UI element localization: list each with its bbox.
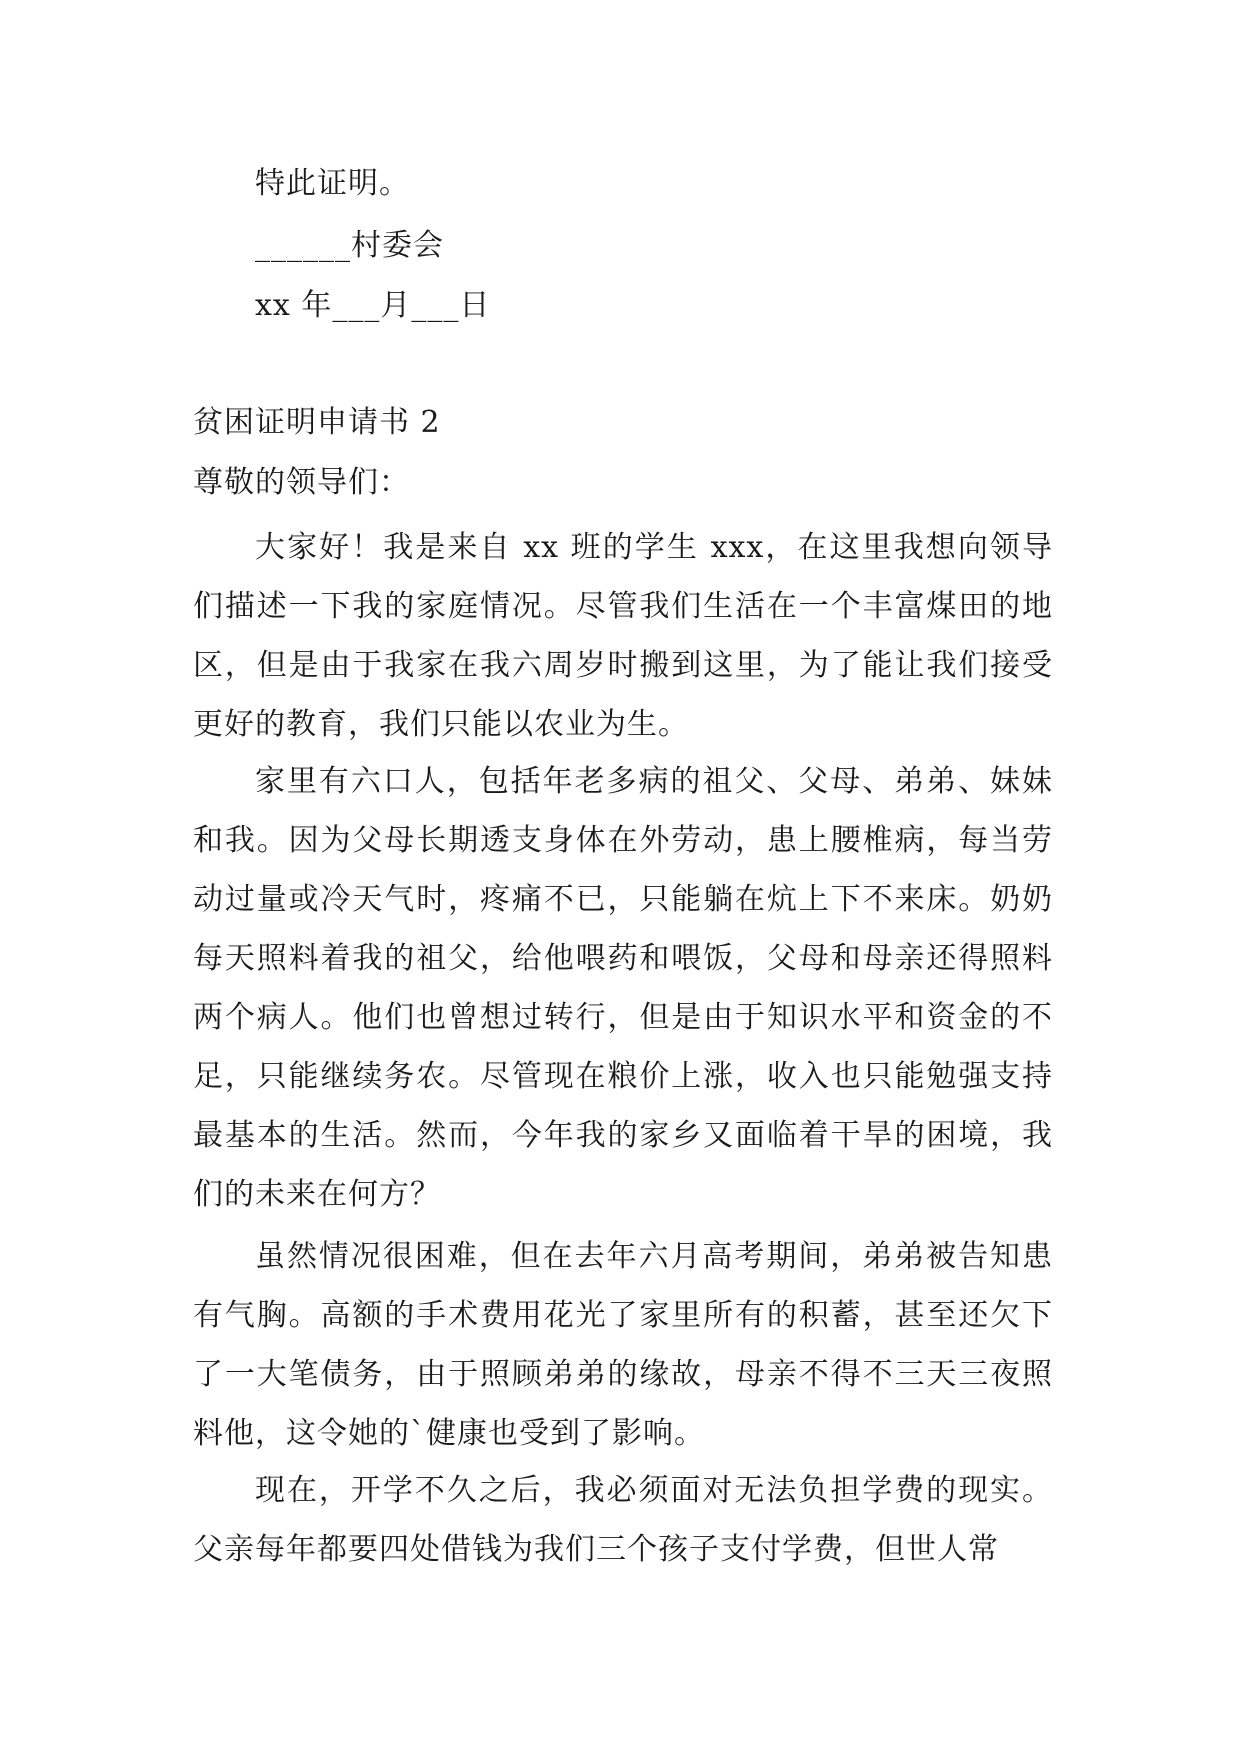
- paragraph-tuition: 现在，开学不久之后，我必须面对无法负担学费的现实。父亲每年都要四处借钱为我们三个孩子支付学费，但世人常: [193, 1473, 1053, 1567]
- application-title: 贫困证明申请书 2: [193, 405, 441, 440]
- issue-date-line: xx 年___月___日: [255, 288, 491, 323]
- certificate-closing: 特此证明。: [255, 166, 410, 201]
- paragraph-introduction: 大家好！我是来自 xx 班的学生 xxx，在这里我想向领导们描述一下我的家庭情况。尽管我们生活在一个丰富煤田的地区，但是由于我家在我六周岁时搬到这里，为了能让我们接受更好的教育，我们只能以农业为生。: [193, 530, 1053, 742]
- salutation: 尊敬的领导们：: [193, 465, 410, 500]
- issuer-signature-line: ______村委会: [255, 228, 444, 263]
- paragraph-family-situation: 家里有六口人，包括年老多病的祖父、父母、弟弟、妹妹和我。因为父母长期透支身体在外劳动，患上腰椎病，每当劳动过量或冷天气时，疼痛不已，只能躺在炕上下不来床。奶奶每天照料着我的祖父，给他喂药和喂饭，父母和母亲还得照料两个病人。他们也曾想过转行，但是由于知识水平和资金的不足，只能继续务农。尽管现在粮价上涨，收入也只能勉强支持最基本的生活。然而，今年我的家乡又面临着干旱的困境，我们的未来在何方？: [193, 764, 1053, 1212]
- paragraph-brother-illness: 虽然情况很困难，但在去年六月高考期间，弟弟被告知患有气胸。高额的手术费用花光了家里所有的积蓄，甚至还欠下了一大笔债务，由于照顾弟弟的缘故，母亲不得不三天三夜照料他，这令她的`健康也受到了影响。: [193, 1239, 1053, 1451]
